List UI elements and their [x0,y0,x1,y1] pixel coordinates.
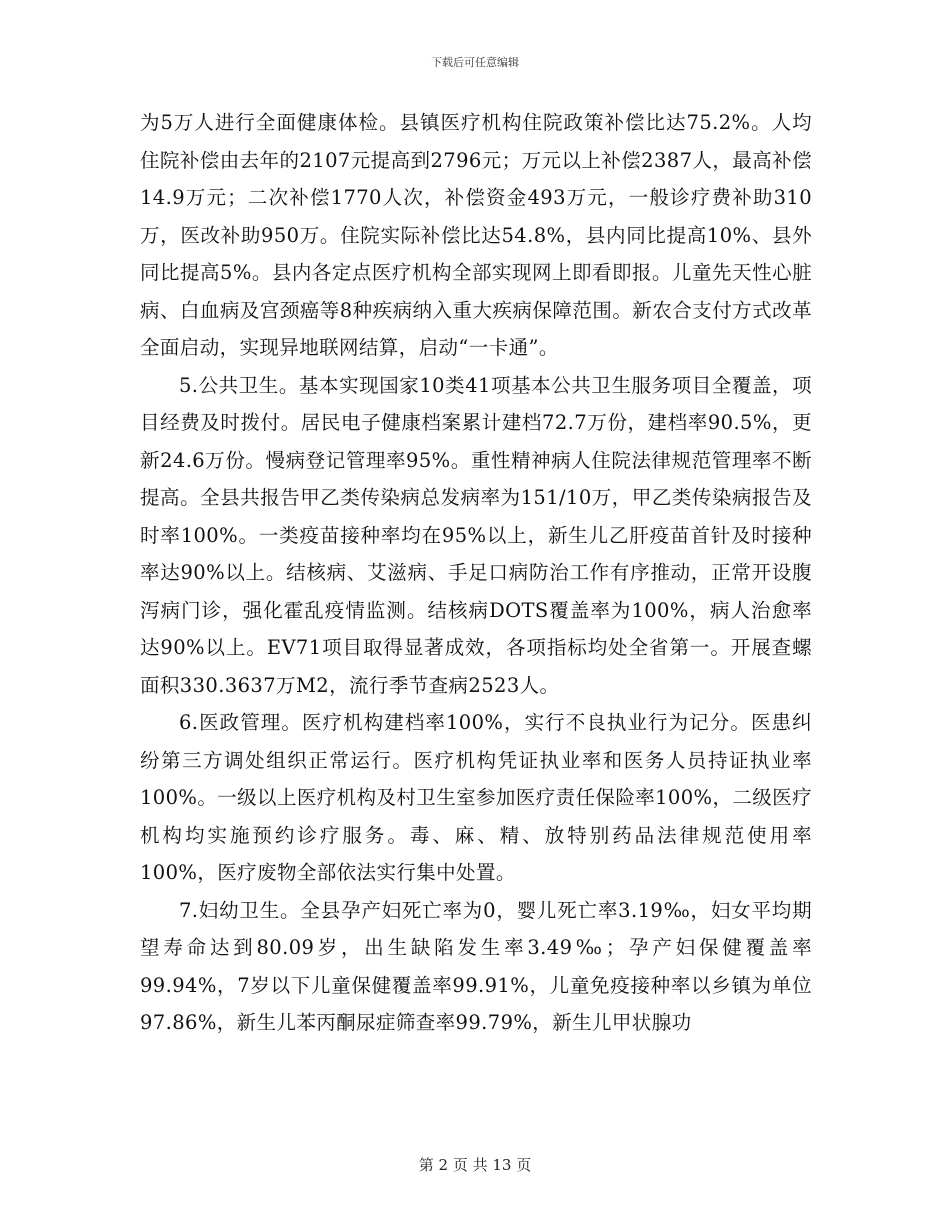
paragraph-medical-administration: 6.医政管理。医疗机构建档率100%，实行不良执业行为记分。医患纠纷第三方调处组织正常运行。医疗机构凭证执业率和医务人员持证执业率100%。一级以上医疗机构及村卫生室参加医疗责任保险率100%，二级医疗机构均实施预约诊疗服务。毒、麻、精、放特别药品法律规范使用率100%，医疗废物全部依法实行集中处置。 [140,711,812,884]
paragraph-public-health: 5.公共卫生。基本实现国家10类41项基本公共卫生服务项目全覆盖，项目经费及时拨付。居民电子健康档案累计建档72.7万份，建档率90.5%，更新24.6万份。慢病登记管理率95%。重性精神病人住院法律规范管理率不断提高。全县共报告甲乙类传染病总发病率为151/10万，甲乙类传染病报告及时率100%。一类疫苗接种率均在95%以上，新生儿乙肝疫苗首针及时接种率达90%以上。结核病、艾滋病、手足口病防治工作有序推动，正常开设腹泻病门诊，强化霍乱疫情监测。结核病DOTS覆盖率为100%，病人治愈率达90%以上。EV71项目取得显著成效，各项指标均处全省第一。开展查螺面积330.3637万M2，流行季节查病2523人。 [140,373,812,697]
paragraph-continuation: 为5万人进行全面健康体检。县镇医疗机构住院政策补偿比达75.2%。人均住院补偿由去年的2107元提高到2796元；万元以上补偿2387人，最高补偿14.9万元；二次补偿1770人次，补偿资金493万元，一般诊疗费补助310万，医改补助950万。住院实际补偿比达54.8%，县内同比提高10%、县外同比提高5%。县内各定点医疗机构全部实现网上即看即报。儿童先天性心脏病、白血病及宫颈癌等8种疾病纳入重大疾病保障范围。新农合支付方式改革全面启动，实现异地联网结算，启动“一卡通”。 [140,111,812,359]
paragraph-maternal-child-health: 7.妇幼卫生。全县孕产妇死亡率为0，婴儿死亡率3.19‰，妇女平均期望寿命达到80.09岁，出生缺陷发生率3.49‰；孕产妇保健覆盖率99.94%，7岁以下儿童保健覆盖率99.91%，儿童免疫接种率以乡镇为单位97.86%，新生儿苯丙酮尿症筛查率99.79%，新生儿甲状腺功 [140,898,812,1034]
page-header: 下载后可任意编辑 [431,56,519,69]
page-footer: 第 2 页 共 13 页 [418,1156,532,1174]
document-body [140,104,812,1042]
